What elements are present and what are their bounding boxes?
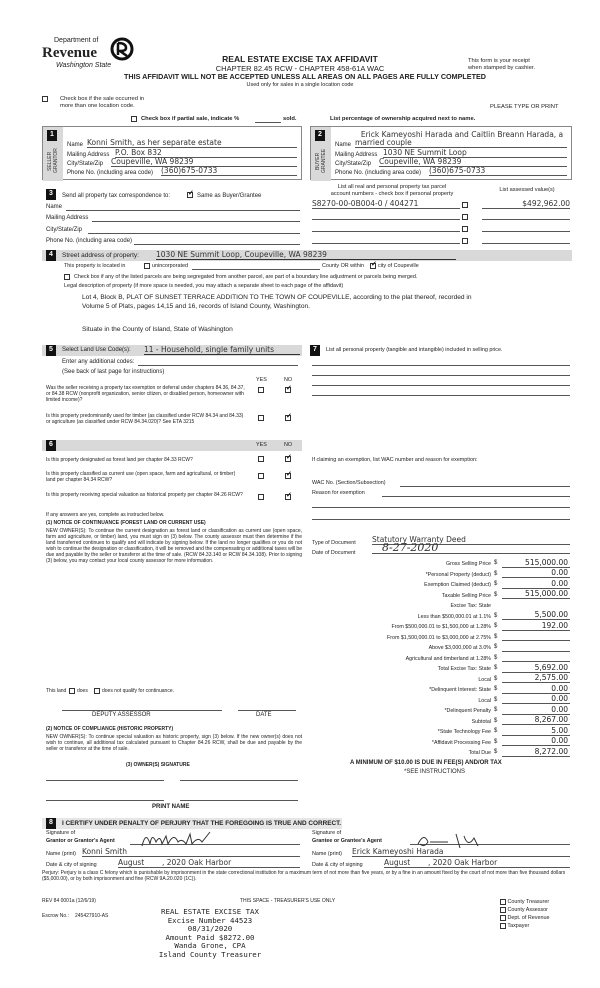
wac-number-label: WAC No. (Section/Subsection) bbox=[312, 480, 386, 486]
legal-desc-line-2: Volume 5 of Plats, pages 14,15 and 16, records of Island County, Washington. bbox=[82, 303, 310, 310]
partial-sale-label: Check box if partial sale, indicate % bbox=[141, 116, 240, 122]
tax-row bbox=[312, 725, 570, 736]
parcel-number-field-3[interactable] bbox=[312, 231, 460, 232]
personal-property-line-4[interactable] bbox=[312, 395, 570, 396]
copy-distribution bbox=[500, 898, 549, 930]
land-use-section bbox=[42, 345, 302, 439]
exemption-reason-field[interactable] bbox=[382, 496, 570, 497]
tax-row-value[interactable]: 5.00 bbox=[502, 726, 570, 736]
deputy-date-label: DATE bbox=[256, 712, 272, 718]
seller-phone-field[interactable]: (360)675-0733 bbox=[161, 166, 297, 176]
current-use-question: Is this property classified as current use (open space, farm and agricultural, or timber) land per chapter 84.34 RCW? bbox=[46, 471, 236, 483]
personal-property-section bbox=[310, 345, 572, 555]
send-correspondence-label: Send all property tax correspondence to: bbox=[62, 193, 171, 199]
yes-header-6: YES bbox=[256, 442, 267, 448]
seller-name-label: Name bbox=[67, 142, 84, 148]
tax-row bbox=[312, 736, 570, 747]
tax-row bbox=[312, 673, 570, 684]
tax-row-label: Exemption Claimed (deduct) bbox=[424, 582, 491, 589]
partial-sale-percent-field[interactable] bbox=[255, 122, 281, 123]
tax-row bbox=[312, 589, 570, 600]
tax-row-value[interactable]: 0.00 bbox=[502, 684, 570, 694]
land-use-field[interactable]: 11 - Household, single family units bbox=[144, 345, 300, 355]
dollar-sign: $ bbox=[494, 591, 498, 598]
parcel-number-field[interactable]: S8270-00-0B004-0 / 404271 bbox=[312, 199, 460, 209]
buyer-phone-field[interactable]: (360)675-0733 bbox=[429, 166, 567, 176]
minimum-fee-note: A MINIMUM OF $10.00 IS DUE IN FEE(S) AND/OR TAX bbox=[350, 760, 502, 766]
property-section bbox=[42, 250, 572, 312]
buyer-name-line-1[interactable]: Erick Kameyoshi Harada and Caitlin Breann Harada, a bbox=[360, 130, 564, 139]
parcel-header-1: List all real and personal property tax parcel bbox=[337, 184, 447, 190]
personal-property-line-2[interactable] bbox=[312, 375, 570, 376]
buyer-city-field[interactable]: Coupeville, WA 98239 bbox=[379, 157, 567, 167]
forest-yes-checkbox[interactable] bbox=[258, 456, 264, 462]
owner-signature-field-1[interactable] bbox=[46, 780, 164, 781]
buyer-name-field[interactable]: married couple bbox=[355, 138, 567, 148]
tax-row-label: *Affidavit Processing Fee bbox=[431, 739, 491, 746]
tax-row-label: *Delinquent Penalty bbox=[444, 708, 491, 715]
dollar-sign: $ bbox=[494, 717, 498, 724]
parcel-personal-checkbox-1[interactable] bbox=[462, 202, 468, 208]
form-subtitle: CHAPTER 82.45 RCW - CHAPTER 458-61A WAC bbox=[215, 64, 385, 73]
copy-treasurer-checkbox[interactable] bbox=[500, 899, 506, 905]
owner-signature-field-2[interactable] bbox=[180, 780, 298, 781]
timber-no-checkbox[interactable] bbox=[285, 415, 291, 421]
stamp-line-3: 08/31/2020 bbox=[187, 924, 233, 934]
grantor-signature-field[interactable] bbox=[130, 844, 300, 845]
buyer-section bbox=[310, 126, 572, 180]
tax-row-value[interactable]: 0.00 bbox=[502, 568, 570, 578]
exemption-reason-field-3[interactable] bbox=[312, 519, 570, 520]
current-use-no-checkbox[interactable] bbox=[285, 473, 291, 479]
does-not-qualify-checkbox[interactable] bbox=[94, 688, 100, 694]
if-yes-note: If any answers are yes, complete as instructed below. bbox=[46, 512, 165, 518]
corr-phone-label: Phone No. (including area code) bbox=[46, 238, 133, 244]
seller-side-label: SELLER GRANTOR bbox=[47, 148, 59, 174]
buyer-mailing-label: Mailing Address bbox=[335, 152, 378, 158]
escrow-number: 245427910-AS bbox=[75, 913, 109, 919]
perjury-notice: Perjury: Perjury is a class C felony which is punishable by imprisonment in the state correctional institution for a maximum term of not more than five years, or by a fine in an amount fixed by the court of not more than five thousand dollars ($5,000.00), or by both imprisonment and fine (RCW 9A.20.020 (1C)). bbox=[42, 870, 566, 882]
tax-row-label: Excise Tax: State bbox=[450, 603, 491, 610]
tax-row-label: Taxable Selling Price bbox=[441, 592, 491, 599]
unincorporated-checkbox[interactable] bbox=[144, 263, 150, 269]
grantee-date-label: Date & city of signing bbox=[312, 862, 363, 868]
dollar-sign: $ bbox=[494, 749, 498, 756]
section-3-number: 3 bbox=[46, 189, 56, 200]
multi-location-checkbox[interactable] bbox=[42, 96, 48, 102]
historical-question: Is this property receiving special valuation as historical property per chapter 84.26 RCW? bbox=[46, 492, 243, 498]
copy-taxpayer-checkbox[interactable] bbox=[500, 923, 506, 929]
parcel-header-2: account numbers - check box if personal property bbox=[330, 191, 454, 197]
tax-row-label: From $500,000.01 to $1,500,000 at 1.28% bbox=[391, 624, 491, 631]
tax-row-label: Gross Selling Price bbox=[445, 561, 491, 568]
print-name-label: PRINT NAME bbox=[152, 804, 190, 810]
owner-print-field-1[interactable] bbox=[46, 800, 164, 801]
parcel-number-field-2[interactable] bbox=[312, 219, 460, 220]
tax-row-value[interactable]: 0.00 bbox=[502, 694, 570, 704]
timber-yes-checkbox[interactable] bbox=[258, 415, 264, 421]
tax-row-label: Subtotal bbox=[471, 718, 491, 725]
print-note: PLEASE TYPE OR PRINT bbox=[490, 104, 559, 110]
personal-property-line-1[interactable] bbox=[312, 365, 570, 366]
city-checkbox[interactable] bbox=[370, 263, 376, 269]
continuance-text: NEW OWNER(S): To continue the current designation as forest land or classification as current use (open space, farm and agriculture, or timber) land, you must sign on (3) below. The county assessor must then determine if the land transferred continues to qualify and will indicate by signing below. If the land no longer qualifies or you do not wish to continue the designation or classification, it will be removed and the compensating or additional taxes will be due and payable by the seller or transferor at the time of sale. (RCW 84.33.140 or RCW 84.34.108). Prior to signing (3) below, you may contact your local county assessor for more information. bbox=[46, 528, 302, 564]
tax-row-label: Less than $500,000.01 at 1.1% bbox=[417, 613, 491, 620]
no-header: NO bbox=[284, 377, 293, 383]
owner-signature-label: (3) OWNER(S) SIGNATURE bbox=[126, 762, 190, 768]
grantee-signature-field[interactable] bbox=[410, 844, 570, 845]
grantee-year-city-field[interactable]: , 2020 Oak Harbor bbox=[428, 858, 570, 868]
dollar-sign: $ bbox=[494, 696, 498, 703]
tax-row bbox=[312, 662, 570, 673]
stamp-line-6: Island County Treasurer bbox=[158, 949, 262, 959]
tax-row-value[interactable]: 515,000.00 bbox=[502, 558, 570, 568]
seller-city-label: City/State/Zip bbox=[67, 161, 104, 167]
section-7-number: 7 bbox=[310, 345, 320, 356]
continuance-title: (1) NOTICE OF CONTINUANCE (FOREST LAND OR CURRENT USE) bbox=[46, 520, 206, 526]
street-address-label: Street address of property: bbox=[62, 252, 139, 259]
dollar-sign: $ bbox=[494, 581, 498, 588]
personal-property-label: List all personal property (tangible and intangible) included in selling price. bbox=[326, 347, 503, 353]
deputy-assessor-label: DEPUTY ASSESSOR bbox=[92, 712, 151, 718]
form-title: REAL ESTATE EXCISE TAX AFFIDAVIT bbox=[222, 54, 378, 64]
grantor-date-label: Date & city of signing bbox=[46, 862, 97, 868]
dor-logo bbox=[40, 37, 135, 77]
tax-row-value[interactable]: 2,575.00 bbox=[502, 673, 570, 683]
grantee-name-field[interactable]: Erick Kameyoshi Harada bbox=[352, 847, 570, 857]
multi-location-label-2: more than one location code. bbox=[60, 103, 135, 109]
additional-codes-field[interactable] bbox=[138, 365, 298, 366]
section-8-number: 8 bbox=[46, 818, 56, 829]
grantor-date-field[interactable]: August bbox=[118, 858, 162, 868]
exemption-no-checkbox[interactable] bbox=[285, 387, 291, 393]
grantor-sig-label-2: Grantor or Grantor's Agent bbox=[46, 838, 115, 844]
corr-mailing-field[interactable] bbox=[92, 221, 300, 222]
county-or-label: County OR within bbox=[322, 263, 364, 269]
partial-sale-checkbox[interactable] bbox=[131, 116, 137, 122]
section-4-number: 4 bbox=[46, 250, 56, 261]
tax-correspondence-section bbox=[42, 183, 572, 247]
timber-question: Is this property predominantly used for timber (as classified under RCW 84.34 and 84.33) or agriculture (as classified under RCW 84.34.020)? See ETA 3215 bbox=[46, 413, 244, 425]
legal-desc-line-3: Situate in the County of Island, State of Washington bbox=[82, 326, 233, 333]
assessed-value-field[interactable]: $492,962.00 bbox=[482, 199, 570, 209]
buyer-phone-label: Phone No. (including area code) bbox=[335, 170, 422, 176]
doc-type-field[interactable]: Statutory Warranty Deed bbox=[372, 535, 570, 545]
corr-phone-field[interactable] bbox=[134, 244, 300, 245]
tax-calculation-table bbox=[312, 557, 570, 757]
legal-desc-line-1: Lot 4, Block B, PLAT OF SUNSET TERRACE ADDITION TO THE TOWN OF COUPEVILLE, according to the plat thereof, recorded in bbox=[82, 294, 472, 301]
tax-row-value[interactable]: 8,267.00 bbox=[502, 715, 570, 725]
multi-location-label: Check box if the sale occurred in bbox=[60, 96, 145, 102]
tax-row-value[interactable]: 515,000.00 bbox=[502, 589, 570, 599]
historic-text: NEW OWNER(S): To continue special valuation as historic property, sign (3) below. If the new owner(s) does not wish to continue, all additional tax calculated pursuant to Chapter 84.26 RCW, shall be due and payable by the seller or transferor at the time of sale. bbox=[46, 734, 302, 752]
seller-mailing-label: Mailing Address bbox=[67, 152, 110, 158]
exemption-claim-label: If claiming an exemption, list WAC number and reason for exemption: bbox=[312, 457, 478, 463]
grantee-sig-label-2: Grantee or Grantee's Agent bbox=[312, 838, 382, 844]
grantee-sig-label-1: Signature of bbox=[312, 830, 342, 836]
historical-yes-checkbox[interactable] bbox=[258, 494, 264, 500]
wac-number-field[interactable] bbox=[400, 486, 570, 487]
dollar-sign: $ bbox=[494, 654, 498, 661]
dollar-sign: $ bbox=[494, 560, 498, 567]
does-label: does bbox=[77, 688, 88, 694]
historical-no-checkbox[interactable] bbox=[285, 494, 291, 500]
deputy-assessor-signature[interactable] bbox=[62, 710, 222, 711]
additional-codes-label: Enter any additional codes: bbox=[62, 359, 135, 365]
buyer-mailing-field[interactable]: 1030 NE Summit Loop bbox=[383, 148, 567, 158]
treasurer-stamp bbox=[140, 908, 280, 959]
corr-name-field[interactable] bbox=[66, 210, 300, 211]
tax-row bbox=[312, 578, 570, 589]
forest-no-checkbox[interactable] bbox=[285, 456, 291, 462]
dollar-sign: $ bbox=[494, 675, 498, 682]
tax-row bbox=[312, 683, 570, 694]
city-of-label: city of Coupeville bbox=[378, 263, 419, 269]
tax-row-value[interactable]: 192.00 bbox=[502, 621, 570, 631]
parcel-personal-checkbox-2[interactable] bbox=[462, 214, 468, 220]
unincorporated-label: unincorporated bbox=[152, 263, 188, 269]
tax-row-value[interactable]: 0.00 bbox=[502, 736, 570, 746]
tax-row-value[interactable]: 5,692.00 bbox=[502, 663, 570, 673]
dollar-sign: $ bbox=[494, 644, 498, 651]
seller-name-field[interactable]: Konni Smith, as her separate estate bbox=[87, 138, 297, 148]
grantor-name-field[interactable]: Konni Smith bbox=[82, 847, 300, 857]
corr-mailing-label: Mailing Address bbox=[46, 215, 89, 221]
tax-row bbox=[312, 746, 570, 757]
washington-state-label: Washington State bbox=[56, 62, 112, 69]
dollar-sign: $ bbox=[494, 686, 498, 693]
land-use-label: Select Land Use Code(s): bbox=[62, 347, 131, 353]
assessed-value-field-4[interactable] bbox=[482, 243, 570, 244]
ownership-pct-label: List percentage of ownership acquired next to name. bbox=[330, 116, 476, 122]
dollar-sign: $ bbox=[494, 623, 498, 630]
segregated-label: Check box if any of the listed parcels are being segregated from another parcel, are part of a boundary line adjustment or parcels being merged. bbox=[74, 274, 418, 280]
tax-row-label: *Delinquent Interest: State bbox=[429, 687, 491, 694]
corr-city-field[interactable] bbox=[88, 233, 300, 234]
tax-row-label: *Personal Property (deduct) bbox=[425, 571, 491, 578]
current-use-yes-checkbox[interactable] bbox=[258, 473, 264, 479]
certify-statement: I CERTIFY UNDER PENALTY OF PERJURY THAT THE FOREGOING IS TRUE AND CORRECT. bbox=[62, 820, 342, 827]
certification-section bbox=[42, 818, 572, 890]
copy-treasurer-label: County Treasurer bbox=[507, 899, 550, 905]
copy-assessor-checkbox[interactable] bbox=[500, 907, 506, 913]
tax-row-label: *State Technology Fee bbox=[437, 729, 491, 736]
tax-row bbox=[312, 704, 570, 715]
segregated-checkbox[interactable] bbox=[64, 274, 70, 280]
tax-row-label: Total Due bbox=[468, 750, 491, 757]
stamp-line-1: REAL ESTATE EXCISE TAX bbox=[161, 907, 259, 916]
dollar-sign: $ bbox=[494, 570, 498, 577]
tax-row bbox=[312, 599, 570, 610]
yes-header: YES bbox=[256, 377, 267, 383]
seller-city-field[interactable]: Coupeville, WA 98239 bbox=[111, 157, 297, 167]
partial-sold-label: sold. bbox=[283, 116, 297, 122]
copy-dor-checkbox[interactable] bbox=[500, 915, 506, 921]
grantor-year-city-field[interactable]: , 2020 Oak Harbor bbox=[162, 858, 300, 868]
copy-dor-label: Dept. of Revenue bbox=[507, 915, 550, 922]
legal-desc-label: Legal description of property (if more space is needed, you may attach a separate sheet to each page of the affidavit) bbox=[64, 283, 344, 289]
required-notice: THIS AFFIDAVIT WILL NOT BE ACCEPTED UNLESS ALL AREAS ON ALL PAGES ARE FULLY COMPLETED bbox=[124, 72, 486, 81]
treasurer-use-label: THIS SPACE - TREASURER'S USE ONLY bbox=[240, 898, 336, 904]
parcel-personal-checkbox-4[interactable] bbox=[462, 238, 468, 244]
same-as-buyer-checkbox[interactable] bbox=[187, 192, 193, 198]
revenue-wordmark: Revenue bbox=[42, 45, 97, 61]
does-qualify-checkbox[interactable] bbox=[69, 688, 75, 694]
tax-row bbox=[312, 715, 570, 726]
tax-row-value[interactable]: 5,500.00 bbox=[502, 610, 570, 620]
exemption-question: Was the seller receiving a property tax exemption or deferral under chapters 84.36, 84.37, or 84.38 RCW (nonprofit organization, senior citizen, or disabled person, homeowner with limited income)? bbox=[46, 385, 245, 403]
exemption-yes-checkbox[interactable] bbox=[258, 387, 264, 393]
tax-row-label: Local bbox=[478, 697, 491, 704]
doc-type-label: Type of Document bbox=[312, 540, 356, 546]
stamp-line-4: Amount Paid $8272.00 bbox=[165, 932, 255, 942]
seller-mailing-field[interactable]: P.O. Box 832 bbox=[115, 148, 297, 158]
corr-name-label: Name bbox=[46, 204, 63, 210]
assessed-header: List assessed value(s) bbox=[499, 187, 555, 193]
receipt-note-2: when stamped by cashier. bbox=[468, 65, 536, 71]
this-land-label: This land bbox=[46, 688, 67, 694]
dollar-sign: $ bbox=[494, 633, 498, 640]
tax-row bbox=[312, 694, 570, 705]
parcel-number-field-4[interactable] bbox=[312, 243, 460, 244]
dollar-sign: $ bbox=[494, 612, 498, 619]
tax-row-value[interactable]: 0.00 bbox=[502, 579, 570, 589]
corr-city-label: City/State/Zip bbox=[46, 227, 83, 233]
seller-phone-label: Phone No. (including area code) bbox=[67, 170, 154, 176]
dor-emblem-icon bbox=[110, 37, 134, 61]
personal-property-line-3[interactable] bbox=[312, 385, 570, 386]
tax-row bbox=[312, 557, 570, 568]
historic-title: (2) NOTICE OF COMPLIANCE (HISTORIC PROPERTY) bbox=[46, 726, 174, 732]
copy-assessor-label: County Assessor bbox=[507, 907, 548, 914]
assessed-value-field-3[interactable] bbox=[482, 231, 570, 232]
county-field[interactable] bbox=[192, 269, 320, 270]
tax-row-label: Total Excise Tax: State bbox=[437, 666, 491, 673]
section-1-number: 1 bbox=[47, 130, 57, 141]
tax-row-value[interactable] bbox=[502, 640, 570, 641]
doc-date-field[interactable]: 8-27-2020 bbox=[372, 542, 570, 554]
see-back-label: (See back of last page for instructions) bbox=[62, 369, 165, 375]
special-valuation-section bbox=[42, 440, 302, 820]
deputy-date-field[interactable] bbox=[238, 710, 296, 711]
single-location-note: Used only for sales in a single location code bbox=[246, 82, 354, 88]
exemption-reason-label: Reason for exemption bbox=[312, 490, 365, 496]
grantee-date-field[interactable]: August bbox=[384, 858, 428, 868]
same-as-buyer-label: Same as Buyer/Grantee bbox=[197, 193, 262, 199]
dollar-sign: $ bbox=[494, 707, 498, 714]
assessed-value-field-2[interactable] bbox=[482, 219, 570, 220]
grantor-name-label: Name (print) bbox=[46, 851, 76, 857]
tax-row-label: From $1,500,000.01 to $3,000,000 at 2.75% bbox=[387, 634, 491, 641]
forest-land-question: Is this property designated as forest land per chapter 84.33 RCW? bbox=[46, 457, 193, 463]
parcel-personal-checkbox-3[interactable] bbox=[462, 226, 468, 232]
receipt-note-1: This form is your receipt bbox=[468, 58, 530, 64]
see-instructions-note: *SEE INSTRUCTIONS bbox=[404, 769, 466, 775]
exemption-reason-field-2[interactable] bbox=[312, 507, 570, 508]
dollar-sign: $ bbox=[494, 738, 498, 745]
dollar-sign: $ bbox=[494, 728, 498, 735]
stamp-line-5: Wanda Grone, CPA bbox=[174, 941, 246, 951]
tax-row-value[interactable] bbox=[502, 651, 570, 652]
rev-number: REV 84 0001a (12/6/19) bbox=[42, 898, 96, 904]
doc-date-label: Date of Document bbox=[312, 550, 356, 556]
no-header-6: NO bbox=[284, 442, 293, 448]
dollar-sign: $ bbox=[494, 665, 498, 672]
tax-row-value[interactable]: 8,272.00 bbox=[502, 747, 570, 757]
grantor-sig-label-1: Signature of bbox=[46, 830, 76, 836]
copy-taxpayer-label: Taxpayer bbox=[507, 923, 530, 930]
section-2-number: 2 bbox=[315, 130, 325, 141]
tax-row-label: Agricultural and timberland at 1.28% bbox=[405, 655, 491, 662]
section-6-number: 6 bbox=[46, 440, 56, 451]
buyer-city-label: City/State/Zip bbox=[335, 161, 372, 167]
owner-print-field-2[interactable] bbox=[180, 800, 298, 801]
tax-row-label: Local bbox=[478, 676, 491, 683]
buyer-name-label: Name bbox=[335, 142, 352, 148]
tax-row bbox=[312, 568, 570, 579]
tax-row bbox=[312, 641, 570, 652]
tax-row bbox=[312, 631, 570, 642]
buyer-side-label: BUYER GRANTEE bbox=[315, 148, 327, 174]
tax-row-value[interactable]: 0.00 bbox=[502, 705, 570, 715]
grantee-name-label: Name (print) bbox=[312, 851, 342, 857]
tax-row-label: Above $3,000,000 at 3.0% bbox=[428, 645, 491, 652]
does-not-label: does not qualify for continuance. bbox=[102, 688, 174, 694]
tax-row bbox=[312, 652, 570, 663]
escrow-label: Escrow No.: bbox=[42, 913, 69, 919]
tax-row bbox=[312, 610, 570, 621]
street-address-field[interactable]: 1030 NE Summit Loop, Coupeville, WA 98239 bbox=[156, 250, 456, 260]
section-5-number: 5 bbox=[46, 345, 56, 356]
dept-of-label: Department of bbox=[54, 37, 99, 44]
located-in-label: This property is located in bbox=[64, 263, 126, 269]
tax-row bbox=[312, 620, 570, 631]
stamp-line-2: Excise Number 44523 bbox=[167, 915, 253, 925]
seller-section bbox=[42, 126, 302, 180]
